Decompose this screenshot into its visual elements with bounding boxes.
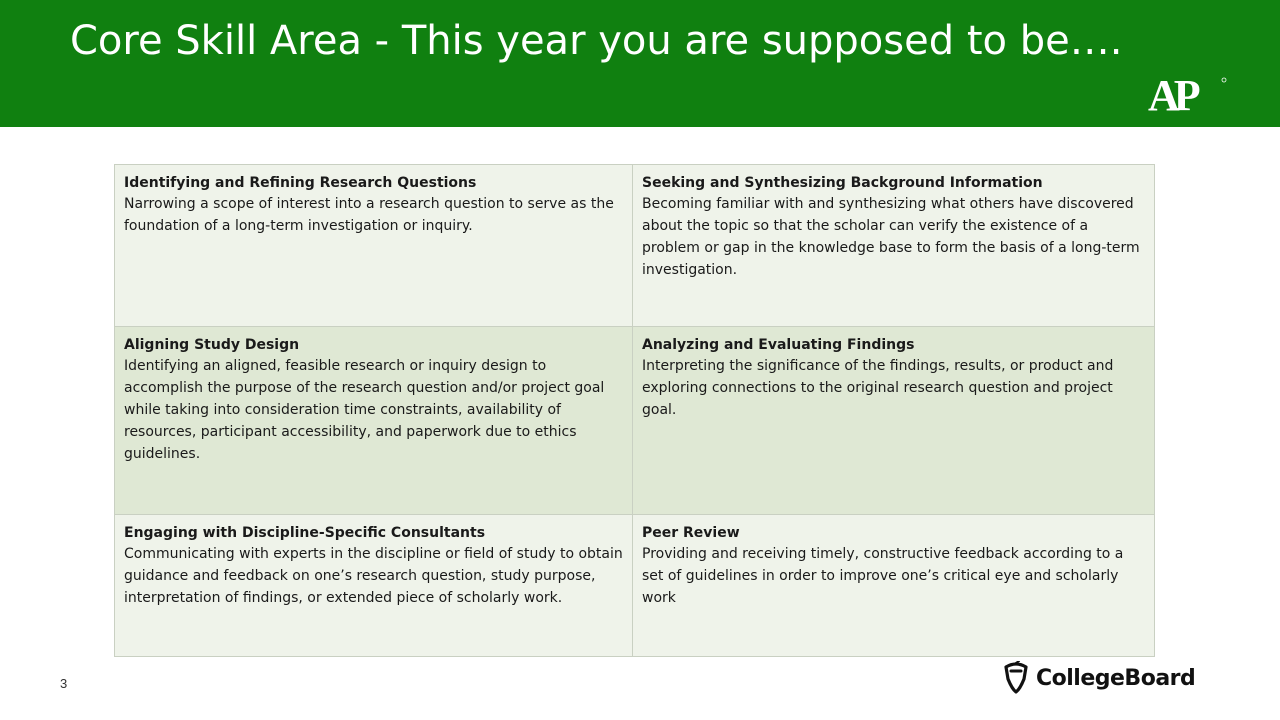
table-row: [115, 515, 1155, 657]
cell-body: Providing and receiving timely, constructive feedback according to a set of guidelines in order to improve one’s critical eye and scholarly work: [642, 546, 1124, 606]
table-cell: [115, 515, 633, 657]
page-title: Core Skill Area - This year you are supposed to be….: [70, 18, 1123, 64]
collegeboard-logo: [1000, 660, 1232, 696]
cell-body: Communicating with experts in the discipline or field of study to obtain guidance and feedback on one’s research question, study purpose, interpretation of findings, or extended piece of scholarly work.: [124, 546, 623, 606]
cell-heading: Engaging with Discipline-Specific Consultants: [124, 525, 486, 541]
cell-heading: Seeking and Synthesizing Background Information: [642, 175, 1043, 191]
title-bar: [0, 0, 1280, 127]
table-cell: [633, 515, 1155, 657]
cell-body: Interpreting the significance of the findings, results, or product and exploring connections to the original research question and project goal.: [642, 358, 1114, 418]
cell-heading: Aligning Study Design: [124, 337, 300, 353]
table-row: [115, 165, 1155, 327]
collegeboard-wordmark: CollegeBoard: [1036, 665, 1196, 691]
acorn-shield-icon: [1000, 661, 1032, 695]
skills-table: [114, 164, 1155, 657]
page-number: 3: [60, 676, 68, 691]
ap-logo-icon: [1148, 72, 1228, 114]
table-cell: [115, 165, 633, 327]
cell-heading: Peer Review: [642, 525, 740, 541]
table-cell: [115, 327, 633, 515]
table-row: [115, 327, 1155, 515]
table-cell: [633, 165, 1155, 327]
cell-heading: Identifying and Refining Research Questions: [124, 175, 477, 191]
cell-body: Becoming familiar with and synthesizing what others have discovered about the topic so that the scholar can verify the existence of a problem or gap in the knowledge base to form the basis of a long-term investigation.: [642, 196, 1140, 278]
svg-text:AP: AP: [1148, 72, 1195, 114]
cell-heading: Analyzing and Evaluating Findings: [642, 337, 915, 353]
table-cell: [633, 327, 1155, 515]
cell-body: Narrowing a scope of interest into a research question to serve as the foundation of a long-term investigation or inquiry.: [124, 196, 614, 234]
cell-body: Identifying an aligned, feasible research or inquiry design to accomplish the purpose of the research question and/or project goal while taking into consideration time constraints, availability of resources, participant accessibility, and paperwork due to ethics guidelines.: [124, 358, 605, 462]
